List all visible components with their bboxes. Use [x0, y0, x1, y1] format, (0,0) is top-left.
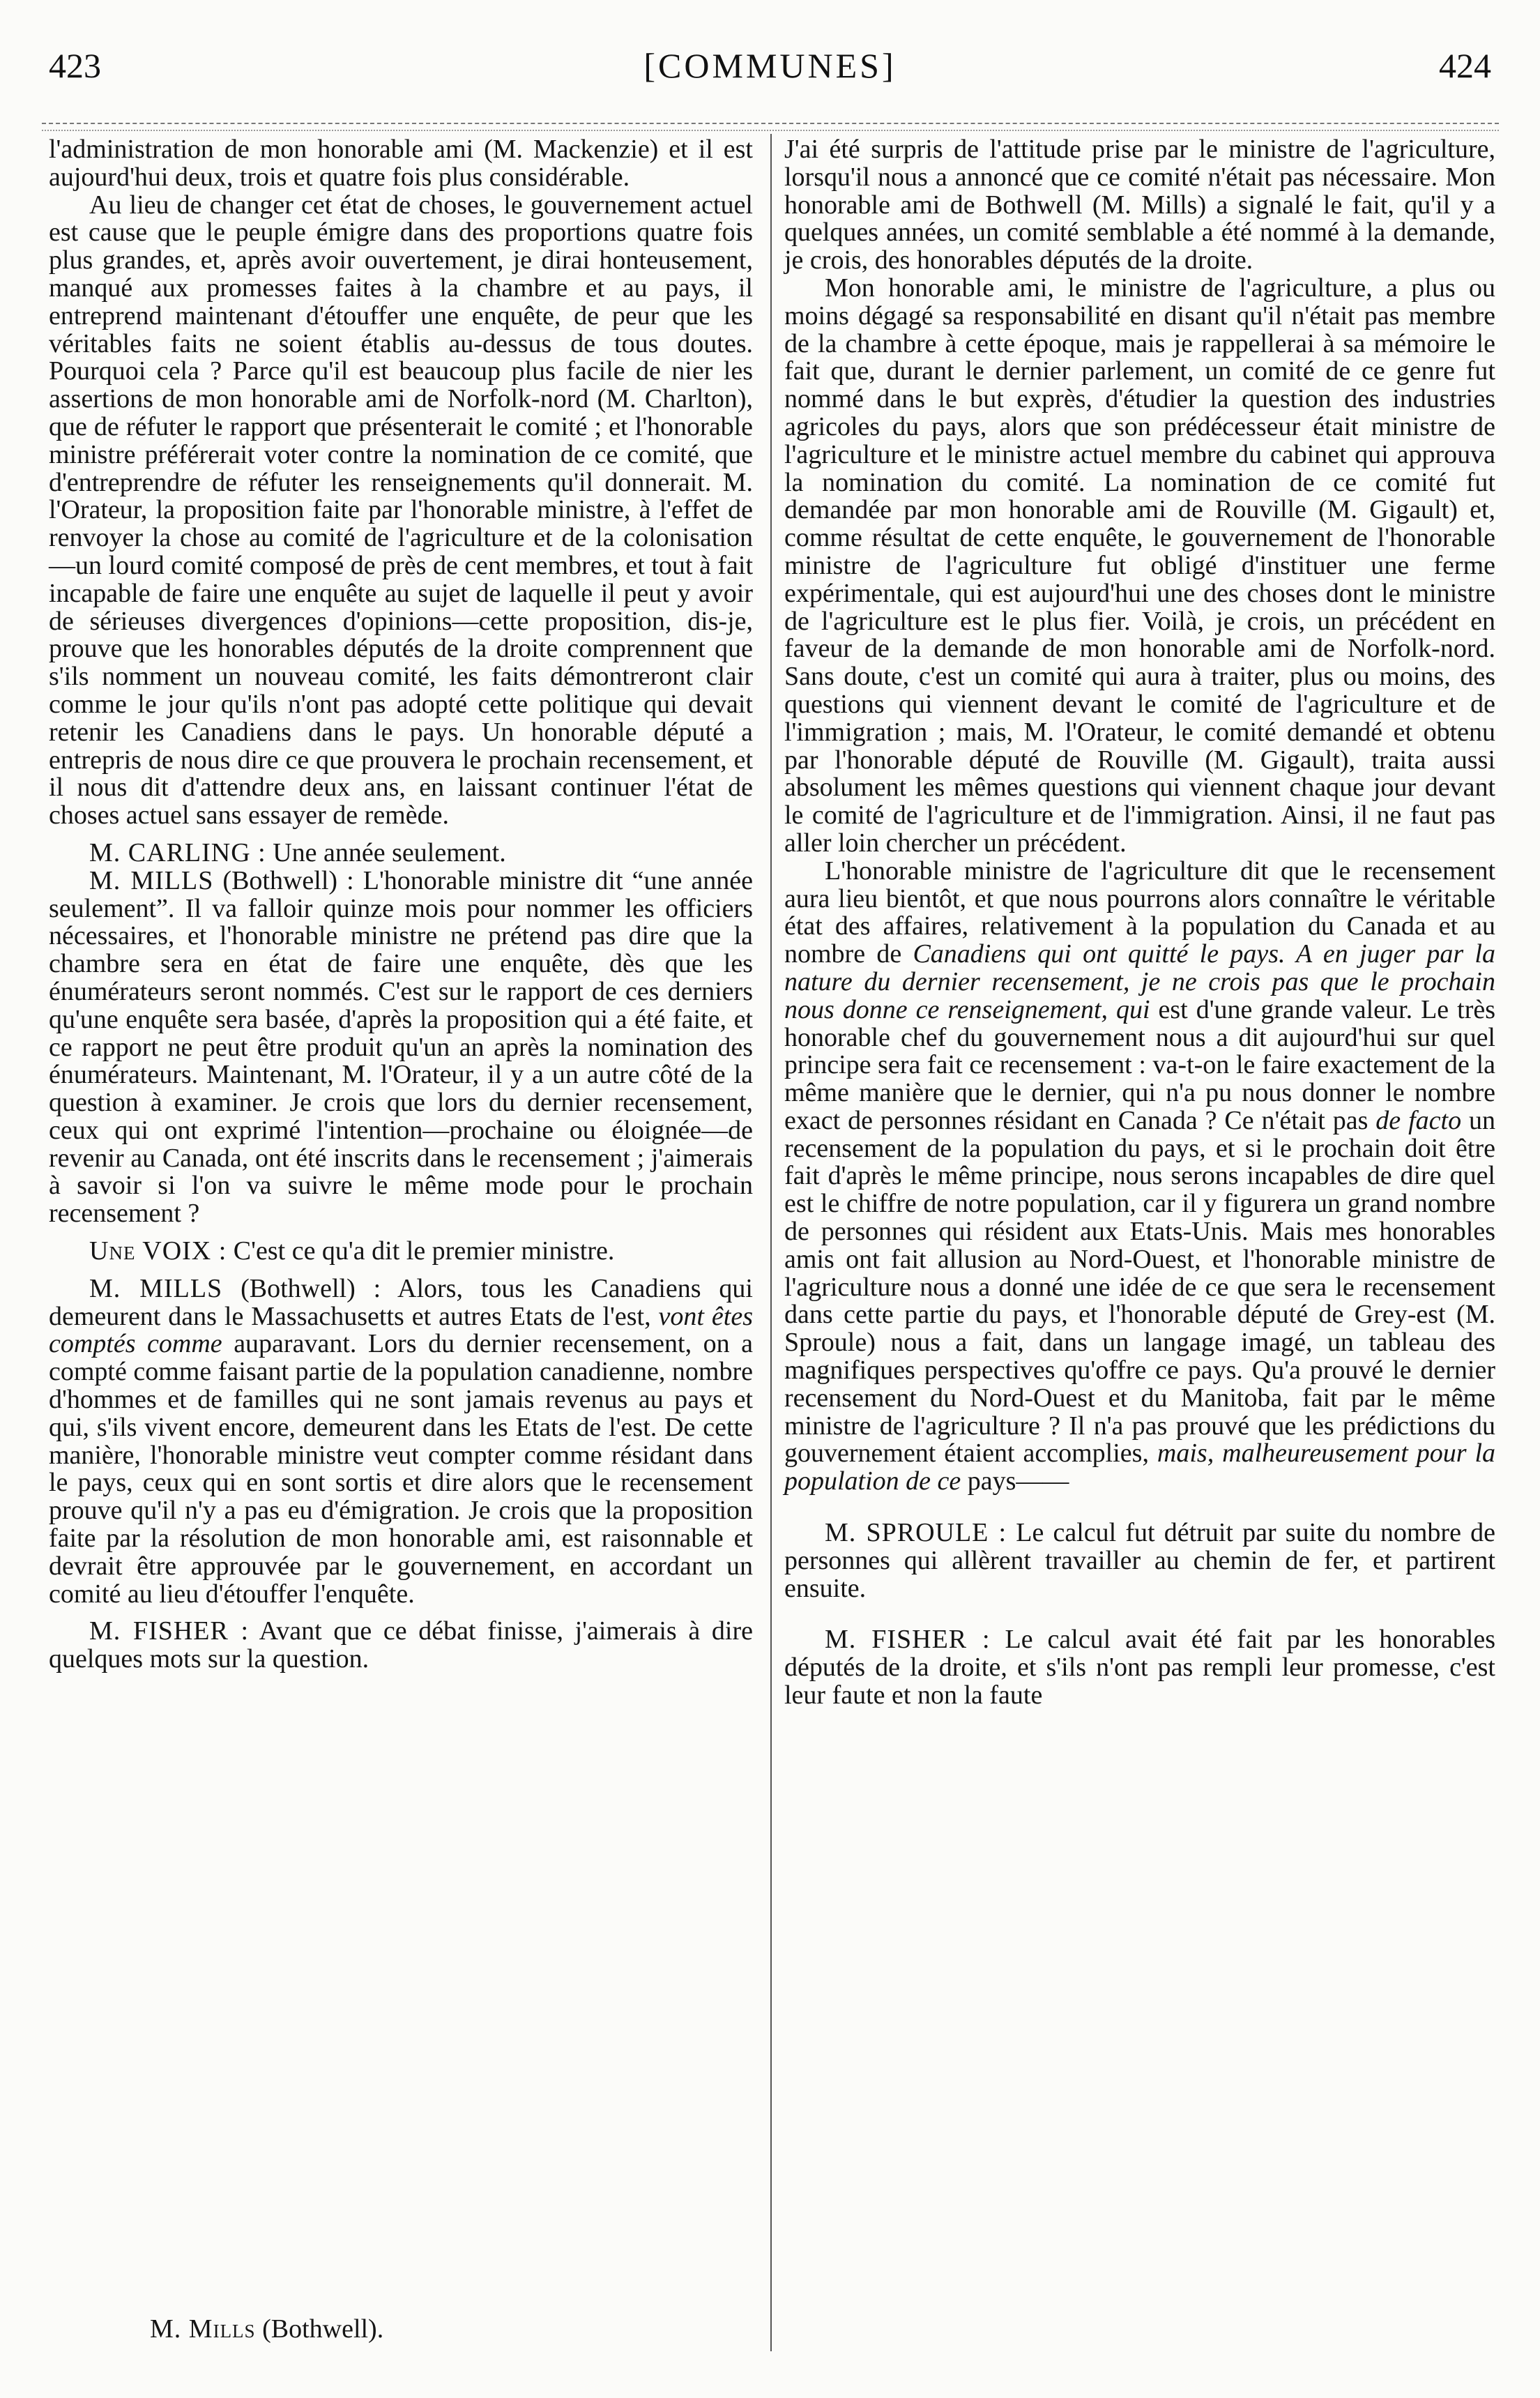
speaker-name: M. CARLING : [89, 837, 266, 867]
paragraph-italic: Canadiens qui ont quitté le pays. A en juger par la nature du dernier recensement, je ne crois pas que le prochain nous donne ce renseignement, qui [784, 939, 1495, 1024]
speech-italic: vont êtes comptés comme [49, 1301, 753, 1359]
speaker-riding: (Bothwell) : [222, 1273, 381, 1303]
speech-carling [49, 837, 753, 867]
paragraph: l'administration de mon honorable ami (M. Mackenzie) et il est aujourd'hui deux, trois et quatre fois plus considérable. [49, 135, 753, 192]
speech-mills-2 [49, 1275, 753, 1609]
marginal-note [150, 2315, 383, 2343]
paragraph: Mon honorable ami, le ministre de l'agriculture, a plus ou moins dégagé sa responsabilité en disant qu'il n'était pas membre de la chambre à cette époque, mais je rappellerai à sa mémoire le fait que, durant le dernier parlement, un comité de ce genre fut nommé dans le but exprès, d'étudier la question des industries agricoles du pays, alors que son prédécesseur était ministre de l'agriculture et le ministre actuel membre du cabinet qui approuva la nomination du comité. La nomination de ce comité fut demandée par mon honorable ami de Rouville (M. Gigault) et, comme résultat de cette enquête, le gouvernement de l'honorable ministre de l'agriculture fut obligé d'instituer une ferme expérimentale, qui est aujourd'hui une des choses dont le ministre de l'agriculture est le plus fier. Voilà, je crois, un précédent en faveur de la demande de mon honorable ami de Norfolk-nord. Sans doute, c'est un comité qui aura à traiter, plus ou moins, des questions qui viennent devant le comité de l'agriculture et de l'immigration ; mais, M. l'Orateur, le comité demandé et obtenu par l'honorable député de Rouville (M. Gigault), traita aussi absolument les mêmes questions qui viennent chaque jour devant le comité de l'agriculture et de l'immigration. Ainsi, il ne faut pas aller loin chercher un précédent. [784, 273, 1495, 858]
speech-sproule [784, 1519, 1495, 1602]
speaker-riding: (Bothwell) : [213, 865, 354, 895]
paragraph-italic: de facto [1375, 1105, 1462, 1135]
speech-fisher [49, 1618, 753, 1674]
paragraph: Au lieu de changer cet état de choses, le gouvernement actuel est cause que le peuple émigre dans des proportions quatre fois plus grandes, et, après avoir ouvertement, je dirai honteusement, manqué aux promesses faites à la chambre et au pays, il entreprend maintenant d'étouffer une enquête, de peur que les véritables faits ne soient établis au-dessus de tous doutes. Pourquoi cela ? Parce qu'il est beaucoup plus facile de nier les assertions de mon honorable ami de Norfolk-nord (M. Charlton), que de réfuter le rapport que présenterait le comité ; et l'honorable ministre préférerait voter contre la nomination de ce comité, que d'entreprendre de réfuter les renseignements qu'il donnerait. M. l'Orateur, la proposition faite par l'honorable ministre, à l'effet de renvoyer la chose au comité de l'agriculture et de la colonisation—un lourd comité composé de près de cent membres, et tout à fait incapable de faire une enquête au sujet de laquelle il peut y avoir de sérieuses divergences d'opinions—cette proposition, dis-je, prouve que les honorables députés de la droite comprennent que s'ils nomment un nouveau comité, les faits démontreront clair comme le jour qu'ils n'ont pas adopté cette politique qui devait retenir les Canadiens dans le pays. Un honorable député a entrepris de nous dire ce que prouvera le prochain recensement, et il nous dit d'attendre deux ans, en laissant continuer l'état de choses actuel sans essayer de remède. [49, 190, 753, 830]
speech-text: auparavant. Lors du dernier recensement, on a compté comme faisant partie de la population canadienne, nombre d'hommes et de familles qui ne sont jamais revenus au pays et qui, s'ils vivent encore, demeurent dans les Etats de l'est. De cette manière, l'honorable ministre veut compter comme résidant dans le pays, ceux qui en sont sortis et dire alors que le recensement prouve qu'il n'y a pas eu d'émigration. Je crois que la proposition faite par la résolution de mon honorable ami, est raisonnable et devrait être approuvée par le gouvernement, en accordant un comité au lieu d'étouffer l'enquête. [49, 1329, 754, 1609]
paragraph-italic: mais, malheureusement pour la population de ce [784, 1439, 1495, 1496]
speech-fisher-2 [784, 1626, 1495, 1709]
paragraph-text: L'honorable ministre de l'agriculture dit que le recensement aura lieu bientôt, et que nous pourrons alors connaître le véritable état des affaires, relativement à la population du Canada et au nombre de [784, 856, 1495, 969]
header-rule [42, 123, 1499, 124]
right-page-number: 424 [1439, 46, 1491, 85]
paragraph-text: est d'une grande valeur. Le très honorable chef du gouvernement nous a dit aujourd'hui sur quel principe sera fait ce recensement : va-t-on le faire exactement de la même manière que le dernier, qui n'a pu nous donner le nombre exact de personnes résidant en Canada ? Ce n'était pas [784, 994, 1496, 1135]
speaker-name: M. FISHER : [825, 1625, 991, 1655]
speech-text: Alors, tous les Canadiens qui demeurent dans le Massachusetts et autres Etats de l'est, [49, 1273, 753, 1331]
running-header: [COMMUNES] [643, 46, 897, 85]
left-column [49, 136, 753, 1674]
speech-text: Avant que ce débat finisse, j'aimerais à dire quelques mots sur la question. [49, 1616, 753, 1674]
header-rule-dotted [42, 130, 1499, 131]
paragraph-text: un recensement de la population du pays, et si le prochain doit être fait d'après le même principe, nous serons incapables de dire quel est le chiffre de notre population, car il y figurera un grand nombre de personnes qui résident aux Etats-Unis. Mais mes honorables amis ont fait allusion au Nord-Ouest, et l'honorable ministre de l'agriculture nous a donné une idée de ce que sera le recensement dans cette partie du pays, et l'honorable député de Grey-est (M. Sproule) nous a fait, dans un langage imagé, un tableau des magnifiques perspectives qu'offre ce pays. Qu'a prouvé le dernier recensement du Nord-Ouest et du Manitoba, fait par le même ministre de l'agriculture ? Il n'a pas prouvé que les prédictions du gouvernement étaient accomplies, [784, 1105, 1495, 1469]
speech-text: Le calcul fut détruit par suite du nombre de personnes qui allèrent travailler au chemin de fer, et partirent ensuite. [784, 1518, 1495, 1603]
speaker-name: M. MILLS [89, 865, 214, 895]
left-page-number: 423 [49, 46, 101, 85]
speech-voice [49, 1238, 753, 1266]
column-divider [770, 134, 772, 2351]
speech-text: C'est ce qu'a dit le premier ministre. [227, 1236, 615, 1266]
speaker-name: M. FISHER : [89, 1616, 250, 1646]
speech-text: L'honorable ministre dit “une année seulement”. Il va falloir quinze mois pour nommer les officiers nécessaires, et l'honorable ministre ne prétend pas dire que la chambre sera en état de faire une enquête, dès que les énumérateurs seront nommés. C'est sur le rapport de ces derniers qu'une enquête sera basée, d'après la proposition qui a été faite, et ce rapport ne peut être produit qu'un an après la nomination des énumérateurs. Maintenant, M. l'Orateur, il y a un autre côté de la question à examiner. Je crois que lors du dernier recensement, ceux qui ont exprimé l'intention—prochaine ou éloignée—de revenir au Canada, ont été inscrits dans le recensement ; j'aimerais à savoir si l'on va suivre le même mode pour le prochain recensement ? [49, 865, 753, 1229]
paragraph-text: pays—— [961, 1466, 1069, 1496]
speaker-riding: (Bothwell). [255, 2314, 384, 2344]
speaker-name: M. SPROULE : [825, 1518, 1007, 1548]
speech-text: Une année seulement. [266, 837, 506, 867]
right-column [784, 136, 1495, 1710]
speaker-name: M. Mills [150, 2314, 256, 2344]
speaker-name: M. MILLS [89, 1273, 223, 1303]
paragraph: J'ai été surpris de l'attitude prise par le ministre de l'agriculture, lorsqu'il nous a annoncé que ce comité n'était pas nécessaire. Mon honorable ami de Bothwell (M. Mills) a signalé le fait, qu'il y a quelques années, un comité semblable a été nommé à la demande, je crois, des honorables députés de la droite. [784, 135, 1495, 275]
speech-text: Le calcul avait été fait par les honorables députés de la droite, et s'ils n'ont pas rempli leur promesse, c'est leur faute et non la faute [784, 1625, 1495, 1710]
speech-mills [49, 867, 753, 1228]
paragraph [784, 858, 1495, 1496]
speaker-name: Une VOIX : [89, 1236, 227, 1266]
